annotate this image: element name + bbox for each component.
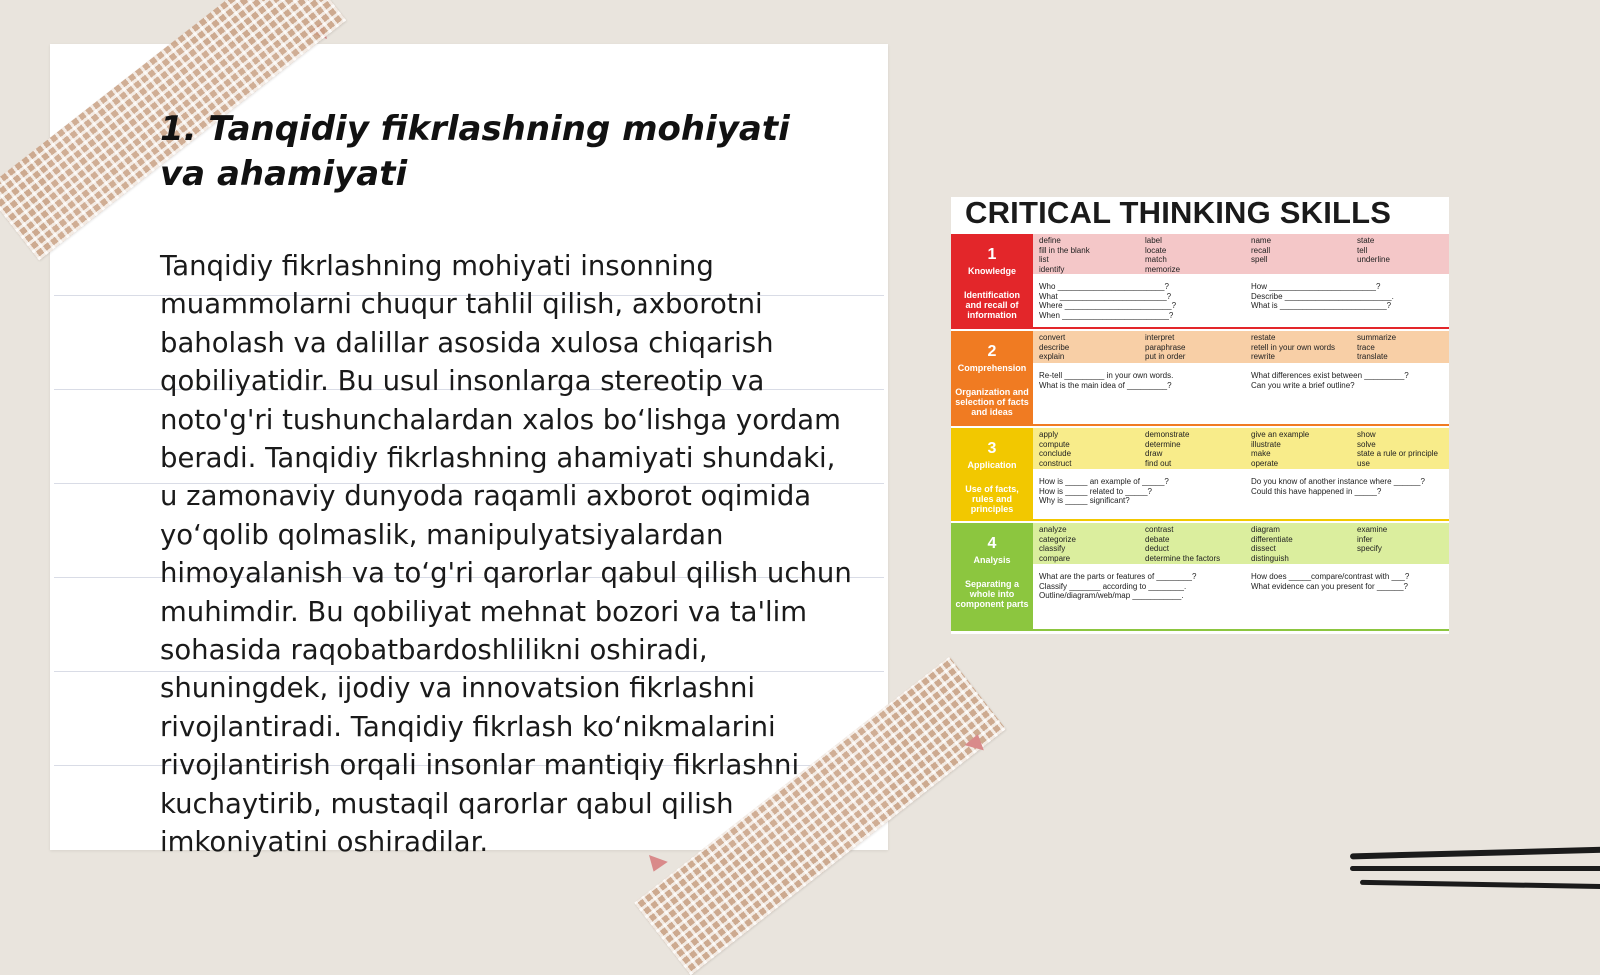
question-item: What are the parts or features of ________?	[1039, 572, 1197, 581]
verb-column	[1357, 430, 1438, 468]
verb-item: locate	[1145, 245, 1167, 255]
verb-item: recall	[1251, 245, 1271, 255]
skill-level-knowledge	[951, 234, 1449, 329]
level-number: 3	[987, 440, 997, 457]
brush-stroke	[1350, 847, 1600, 860]
question-item: Describe ________________________.	[1251, 291, 1394, 301]
verb-item: explain	[1039, 352, 1065, 361]
question-item: How does _____compare/contrast with ___?	[1251, 572, 1410, 581]
verb-column	[1251, 430, 1309, 468]
question-item: Classify _______ according to ________.	[1039, 581, 1187, 591]
verb-item: translate	[1357, 352, 1388, 361]
verb-column	[1039, 430, 1071, 468]
level-bottom-rule	[951, 629, 1449, 631]
skill-level-application	[951, 428, 1449, 521]
verb-item: tell	[1357, 245, 1368, 255]
question-column	[1251, 371, 1409, 390]
level-number: 4	[987, 535, 997, 552]
verb-column	[1357, 525, 1387, 554]
verb-item: paraphrase	[1145, 342, 1186, 352]
verb-column	[1357, 236, 1390, 265]
verb-item: summarize	[1357, 333, 1397, 342]
question-item: How is _____ an example of _____?	[1039, 477, 1169, 486]
verb-item: convert	[1039, 333, 1066, 342]
slide-title: 1. Tanqidiy fikrlashning mohiyati va ahamiyati	[160, 109, 790, 194]
verb-item: compare	[1039, 553, 1071, 563]
verb-item: interpret	[1145, 333, 1175, 342]
verb-item: debate	[1145, 534, 1170, 544]
level-tab	[951, 428, 1033, 521]
question-item: Can you write a brief outline?	[1251, 380, 1355, 390]
verb-item: describe	[1039, 342, 1070, 352]
verb-item: examine	[1357, 525, 1388, 534]
question-column	[1039, 477, 1169, 506]
level-name: Knowledge	[967, 266, 1016, 276]
level-tab	[951, 523, 1033, 631]
level-number: 1	[987, 246, 997, 263]
question-column	[1251, 282, 1394, 311]
verb-item: illustrate	[1251, 439, 1281, 449]
verb-item: apply	[1039, 430, 1059, 439]
verb-item: use	[1357, 458, 1370, 468]
verb-item: differentiate	[1251, 534, 1293, 544]
verb-item: identify	[1039, 264, 1065, 274]
verb-item: draw	[1145, 449, 1163, 458]
verb-item: state	[1357, 236, 1375, 245]
verb-item: restate	[1251, 333, 1276, 342]
verb-column	[1357, 333, 1396, 362]
infographic-title: CRITICAL THINKING SKILLS	[965, 195, 1392, 230]
question-item: When ________________________?	[1039, 310, 1174, 320]
verb-column	[1251, 333, 1335, 362]
verb-item: list	[1039, 255, 1049, 264]
verb-item: distinguish	[1251, 553, 1289, 563]
verb-item: operate	[1251, 458, 1279, 468]
verb-item: trace	[1357, 342, 1375, 352]
verb-item: analyze	[1039, 525, 1067, 534]
question-column	[1039, 572, 1196, 601]
verb-column	[1145, 333, 1185, 362]
question-item: What ________________________?	[1039, 291, 1172, 301]
verb-item: diagram	[1251, 525, 1280, 534]
verb-item: deduct	[1145, 544, 1170, 553]
verb-item: solve	[1357, 439, 1376, 449]
verb-item: give an example	[1251, 430, 1310, 439]
verb-item: define	[1039, 236, 1061, 245]
verb-item: construct	[1039, 458, 1072, 468]
question-item: Outline/diagram/web/map ___________.	[1039, 591, 1184, 600]
brush-stroke	[1350, 866, 1600, 871]
verb-item: conclude	[1039, 449, 1072, 458]
slide-body-text: Tanqidiy fikrlashning mohiyati insonning muammolarni chuqur tahlil qilish, axborotni baholash va dalillar asosida xulosa chiqarish qobiliyatidir. Bu usul insonlarga stereotip va noto'g'ri tushunchalardan xalos bo‘lishga yordam beradi. Tanqidiy fikrlashning ahamiyati shundaki, u zamonaviy dunyoda raqamli axborot oqimida yo‘qolib qolmaslik, manipulyatsiyalardan himoyalanish va to‘g'ri qarorlar qabul qilish uchun muhimdir. Bu qobiliyat mehnat bozori va ta'lim sohasida raqobatbardoshlilikni oshiradi, shuningdek, ijodiy va innovatsion fikrlashni rivojlantiradi. Tanqidiy fikrlash ko‘nikmalarini rivojlantirish orqali insonlar mantiqiy fikrlashni kuchaytirib, mustaqil qarorlar qabul qilish imkoniyatini oshiradilar.	[160, 250, 852, 859]
verb-item: contrast	[1145, 525, 1174, 534]
verb-item: memorize	[1145, 264, 1181, 274]
question-item: What is ________________________?	[1251, 301, 1392, 310]
verb-band	[1033, 331, 1449, 363]
level-tab	[951, 331, 1033, 426]
verb-item: underline	[1357, 255, 1390, 264]
verb-item: state a rule or principle	[1357, 449, 1438, 458]
verb-item: dissect	[1251, 544, 1276, 553]
level-bottom-rule	[951, 424, 1449, 426]
verb-item: rewrite	[1251, 352, 1276, 361]
level-name: Comprehension	[957, 363, 1027, 373]
question-item: How ________________________?	[1251, 282, 1381, 291]
verb-item: name	[1251, 236, 1272, 245]
question-column	[1039, 371, 1173, 390]
skill-level-comprehension	[951, 331, 1449, 426]
level-number: 2	[987, 343, 997, 360]
question-item: How is _____ related to _____?	[1039, 486, 1152, 496]
question-item: Re-tell _________ in your own words.	[1039, 371, 1174, 380]
verb-column	[1145, 236, 1180, 274]
verb-item: demonstrate	[1145, 430, 1190, 439]
level-description: Separating a whole into component parts	[955, 579, 1029, 609]
level-bottom-rule	[951, 327, 1449, 329]
level-description: Use of facts, rules and principles	[965, 484, 1019, 514]
verb-item: infer	[1357, 534, 1373, 544]
question-item: Where ________________________?	[1039, 301, 1177, 310]
verb-item: classify	[1039, 544, 1066, 553]
critical-thinking-infographic	[951, 197, 1449, 634]
verb-item: match	[1145, 255, 1167, 264]
verb-column	[1145, 430, 1189, 468]
verb-item: put in order	[1145, 352, 1186, 361]
verb-column	[1251, 236, 1271, 265]
verb-band	[1033, 234, 1449, 274]
verb-column	[1039, 236, 1090, 274]
question-item: Do you know of another instance where ______?	[1251, 477, 1425, 486]
verb-column	[1145, 525, 1220, 563]
level-name: Analysis	[973, 555, 1011, 565]
question-item: Who ________________________?	[1039, 282, 1169, 291]
question-item: Could this have happened in _____?	[1251, 486, 1382, 496]
verb-column	[1039, 333, 1069, 362]
level-description: Organization and selection of facts and ideas	[955, 387, 1029, 417]
verb-item: specify	[1357, 544, 1382, 553]
verb-item: retell in your own words	[1251, 342, 1336, 352]
verb-column	[1251, 525, 1293, 563]
level-name: Application	[967, 460, 1017, 470]
question-column	[1039, 282, 1176, 320]
verb-band	[1033, 523, 1449, 564]
verb-item: determine	[1145, 439, 1181, 449]
question-column	[1251, 572, 1409, 591]
verb-item: find out	[1145, 458, 1172, 468]
question-item: What differences exist between _________?	[1251, 371, 1409, 380]
verb-item: spell	[1251, 255, 1268, 264]
question-item: What evidence can you present for ______?	[1251, 581, 1408, 591]
verb-item: categorize	[1039, 534, 1076, 544]
question-item: Why is _____ significant?	[1039, 496, 1130, 505]
verb-item: show	[1357, 430, 1376, 439]
brush-stroke	[1360, 880, 1600, 889]
verb-column	[1039, 525, 1076, 563]
level-bottom-rule	[951, 519, 1449, 521]
verb-item: make	[1251, 449, 1271, 458]
verb-item: fill in the blank	[1039, 245, 1090, 255]
verb-item: determine the factors	[1145, 553, 1221, 563]
skill-level-analysis	[951, 523, 1449, 631]
verb-item: compute	[1039, 439, 1070, 449]
level-description: Identification and recall of information	[964, 290, 1020, 320]
question-item: What is the main idea of _________?	[1039, 380, 1172, 390]
level-tab	[951, 234, 1033, 329]
question-column	[1251, 477, 1425, 496]
verb-band	[1033, 428, 1449, 469]
verb-item: label	[1145, 236, 1162, 245]
